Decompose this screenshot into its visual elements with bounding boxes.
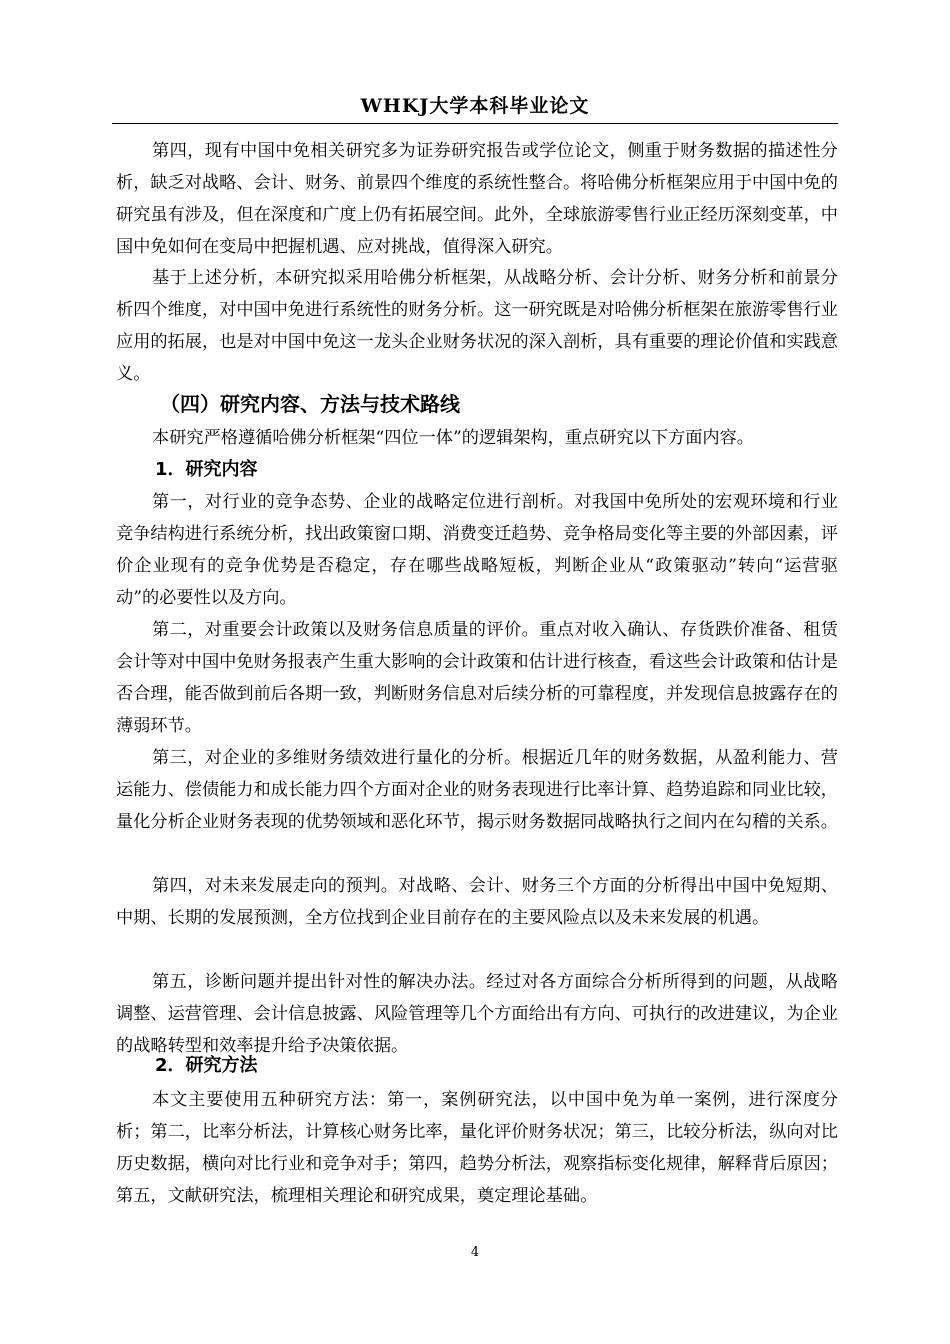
subheading-research-methods: 2．研究方法	[155, 1055, 258, 1076]
header-divider	[112, 123, 838, 124]
paragraph-content-1: 第一，对行业的竞争态势、企业的战略定位进行剖析。对我国中免所处的宏观环境和行业竞争结构进行系统分析，找出政策窗口期、消费变迁趋势、竞争格局变化等主要的外部因素，评价企业现有的竞争优势是否稳定，存在哪些战略短板，判断企业从“政策驱动”转向“运营驱动”的必要性以及方向。	[116, 492, 838, 608]
paragraph-intro-1: 第四，现有中国中免相关研究多为证券研究报告或学位论文，侧重于财务数据的描述性分析，缺乏对战略、会计、财务、前景四个维度的系统性整合。将哈佛分析框架应用于中国中免的研究虽有涉及，但在深度和广度上仍有拓展空间。此外，全球旅游零售行业正经历深刻变革，中国中免如何在变局中把握机遇、应对挑战，值得深入研究。	[116, 141, 838, 257]
page-number: 4	[470, 1245, 480, 1260]
paragraph-content-2: 第二，对重要会计政策以及财务信息质量的评价。重点对收入确认、存货跌价准备、租赁会计等对中国中免财务报表产生重大影响的会计政策和估计进行核查，看这些会计政策和估计是否合理，能否做到前后各期一致，判断财务信息对后续分析的可靠程度，并发现信息披露存在的薄弱环节。	[116, 620, 838, 736]
section-heading-research-content: （四）研究内容、方法与技术路线	[160, 392, 460, 416]
paragraph-content-5: 第五，诊断问题并提出针对性的解决办法。经过对各方面综合分析所得到的问题，从战略调整、运营管理、会计信息披露、风险管理等几个方面给出有方向、可执行的改进建议，为企业的战略转型和效率提升给予决策依据。	[116, 972, 838, 1056]
page-header-title: WHKJ大学本科毕业论文	[360, 95, 590, 117]
subheading-research-content: 1．研究内容	[155, 459, 258, 480]
paragraph-section-intro: 本研究严格遵循哈佛分析框架“四位一体”的逻辑架构，重点研究以下方面内容。	[152, 428, 754, 448]
paragraph-intro-2: 基于上述分析，本研究拟采用哈佛分析框架，从战略分析、会计分析、财务分析和前景分析四个维度，对中国中免进行系统性的财务分析。这一研究既是对哈佛分析框架在旅游零售行业应用的拓展，也是对中国中免这一龙头企业财务状况的深入剖析，具有重要的理论价值和实践意义。	[116, 268, 838, 384]
paragraph-content-3: 第三，对企业的多维财务绩效进行量化的分析。根据近几年的财务数据，从盈利能力、营运能力、偿债能力和成长能力四个方面对企业的财务表现进行比率计算、趋势追踪和同业比较，量化分析企业财务表现的优势领域和恶化环节，揭示财务数据同战略执行之间内在勾稽的关系。	[116, 748, 838, 832]
paragraph-content-4: 第四，对未来发展走向的预判。对战略、会计、财务三个方面的分析得出中国中免短期、中期、长期的发展预测，全方位找到企业目前存在的主要风险点以及未来发展的机遇。	[116, 876, 838, 928]
paragraph-methods: 本文主要使用五种研究方法：第一，案例研究法，以中国中免为单一案例，进行深度分析；第二，比率分析法，计算核心财务比率，量化评价财务状况；第三，比较分析法，纵向对比历史数据，横向对比行业和竞争对手；第四，趋势分析法，观察指标变化规律，解释背后原因；第五，文献研究法，梳理相关理论和研究成果，奠定理论基础。	[116, 1090, 838, 1206]
